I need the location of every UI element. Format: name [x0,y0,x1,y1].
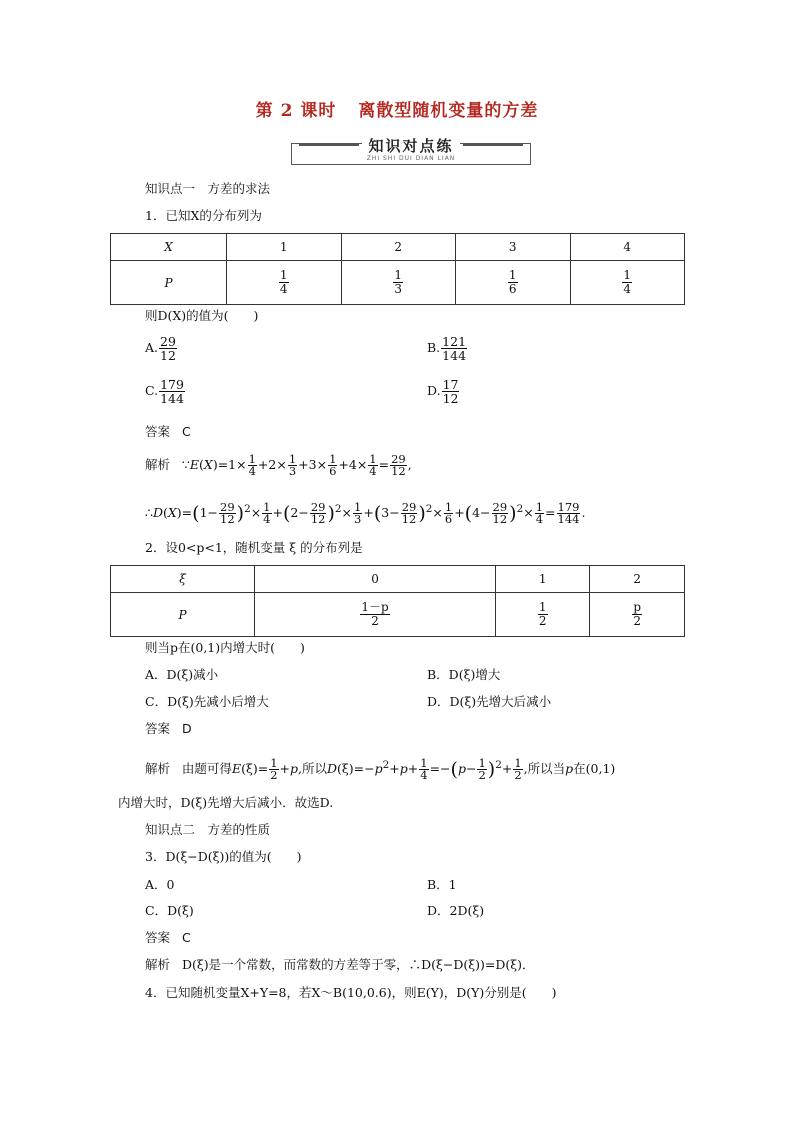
table-row [111,234,685,261]
analysis-variance: ∴D(X)=(1− $\frac{29}{12}$ )$^2$× $\frac{1}{4}$ +(2− $\frac{29}{12}$ )$^2$× $\frac{1}{3}$ +(3− $\frac{29}{12}$ )$^2$× $\frac{1}{6}$ +(4− $\frac{29}{12}$ )$^2$× $\frac{1}{4}$ = $\frac{179}{144}$ . [145,500,586,527]
answer-line: 答案 D [145,721,192,736]
analysis-expectation: 解析 ∵E(X)=1× $\frac{1}{4}$ +2× $\frac{1}{3}$ +3× $\frac{1}{6}$ +4× $\frac{1}{4}$ = $\frac{29}{12}$ , [145,452,412,478]
analysis-line-continued: 内增大时，D(ξ)先增大后减小．故选D. [118,795,334,810]
table-cell: 2 [341,234,456,261]
section-heading: 知识点一 方差的求法 [145,181,271,196]
answer-line: 答案 C [145,930,191,945]
table-cell: $\frac{1}{6}$ [456,261,571,305]
analysis-line: 解析 D(ξ)是一个常数，而常数的方差等于零，∴D(ξ−D(ξ))=D(ξ)． [145,957,535,972]
analysis-line: 解析 由题可得E(ξ)= $\frac{1}{2}$ +p,所以$D(\xi)=-p^2+p+$ $\frac{1}{4}$ =−(p− $\frac{1}{2}$ )$^2$+ $\frac{1}{2}$ ,所以当p在(0,1) [145,756,616,783]
table-cell: 3 [456,234,571,261]
table-row [111,261,685,305]
table-cell: $\frac{1}{4}$ [227,261,342,305]
table-cell: $\frac{1}{4}$ [570,261,685,305]
table-cell: 0 [255,566,496,593]
option-b: B. $\frac{121}{144}$ [427,334,467,363]
banner-title: 知识对点练 [291,135,531,156]
table-cell: 1 [227,234,342,261]
table-row [111,593,685,637]
section-banner [291,133,531,167]
option-c: C．D(ξ) [145,903,194,918]
table-cell: $\frac{1-p}{2}$ [255,593,496,637]
option-b: B．D(ξ)增大 [427,667,501,682]
table-header-cell: P [111,261,227,305]
table-header-cell: P [111,593,255,637]
question-stem: 1．已知X的分布列为 [145,208,262,223]
option-d: D．D(ξ)先增大后减小 [427,694,552,709]
page-title [0,96,794,121]
question-stem: 3．D(ξ−D(ξ))的值为( ) [145,849,302,864]
option-b: B．1 [427,877,457,892]
table-cell: $\frac{1}{3}$ [341,261,456,305]
option-a: A. $\frac{29}{12}$ [145,334,176,363]
table-cell: 1 [496,566,590,593]
option-a: A．0 [145,877,175,892]
option-c: C．D(ξ)先减小后增大 [145,694,269,709]
table-row [111,566,685,593]
distribution-table [110,565,685,637]
banner-subtitle: ZHI SHI DUI DIAN LIAN [366,155,456,162]
option-a: A．D(ξ)减小 [145,667,219,682]
question-stem: 4．已知随机变量X+Y=8，若X～B(10,0.6)，则E(Y)，D(Y)分别是( ) [145,985,557,1000]
option-d: D．2D(ξ) [427,903,485,918]
table-cell: $\frac{p}{2}$ [590,593,685,637]
distribution-table [110,233,685,305]
question-ask: 则当p在(0,1)内增大时( ) [145,640,305,655]
option-d: D. $\frac{17}{12}$ [427,377,459,406]
answer-line: 答案 C [145,424,191,439]
table-cell: $\frac{1}{2}$ [496,593,590,637]
table-header-cell: X [111,234,227,261]
option-c: C. $\frac{179}{144}$ [145,377,184,406]
lesson-number: 第 2 课时 [255,101,337,121]
question-ask: 则D(X)的值为( ) [145,308,259,323]
table-cell: 4 [570,234,685,261]
question-stem: 2．设0<p<1，随机变量 ξ 的分布列是 [145,540,363,555]
table-header-cell: ξ [111,566,255,593]
table-cell: 2 [590,566,685,593]
section-heading: 知识点二 方差的性质 [145,822,271,837]
lesson-topic: 离散型随机变量的方差 [358,101,539,121]
